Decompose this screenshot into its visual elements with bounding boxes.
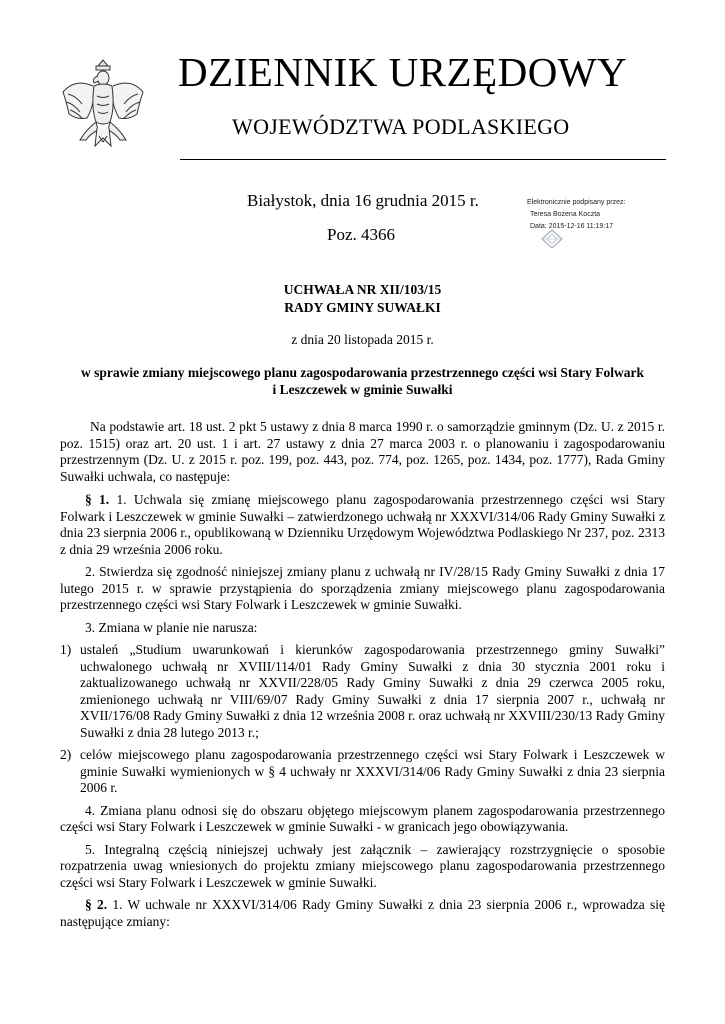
gazette-subtitle: WOJEWÓDZTWA PODLASKIEGO: [232, 114, 570, 139]
subject-line-1: w sprawie zmiany miejscowego planu zagospodarowania przestrzennego części wsi Stary Folwark: [81, 365, 644, 380]
list-item-text: ustaleń „Studium uwarunkowań i kierunków zagospodarowania przestrzennego gminy Suwałki” uchwalonego uchwałą nr XVIII/114/01 Rady Gminy Suwałki z dnia 30 stycznia 2001 roku i zaktualizowanego uchwałą nr XXVII/228/05 Rady Gminy Suwałki z dnia 29 czerwca 2005 roku, zmienionego uchwałą nr VIII/69/07 Rady Gminy Suwałki z dnia 17 sierpnia 2007 r., uchwałą nr XVII/176/08 Rady Gminy Suwałki z dnia 12 września 2008 r. oraz uchwałą nr XXVIII/230/13 Rady Gminy Suwałki z dnia 28 lutego 2013 r.;: [80, 642, 665, 740]
list-item-text: celów miejscowego planu zagospodarowania przestrzennego części wsi Stary Folwark i Leszczewek w gminie Suwałki wymienionych w § 4 uchwały nr XXXVI/314/06 Rady Gminy Suwałki z dnia 23 sierpnia 2006 r.: [80, 747, 665, 795]
resolution-number: UCHWAŁA NR XII/103/15: [283, 282, 442, 297]
subject-line-2: i Leszczewek w gminie Suwałki: [272, 382, 453, 397]
list-item: [60, 642, 665, 741]
section-1-paragraph-4: 4. Zmiana planu odnosi się do obszaru objętego miejscowym planem zagospodarowania przestrzennego części wsi Stary Folwark i Leszczewek w gminie Suwałki - w granicach jego obowiązywania.: [60, 802, 665, 834]
signature-seal-icon: [540, 228, 564, 250]
resolution-subject: [0, 364, 725, 398]
document-body: [60, 419, 665, 936]
list-item: [60, 747, 665, 797]
signature-date: Data: 2015-12-16 11:19:17: [530, 223, 614, 230]
section-1-mark: § 1.: [85, 492, 110, 507]
coat-of-arms-eagle-icon: [60, 56, 146, 154]
section-1-paragraph-5: 5. Integralną częścią niniejszej uchwały jest załącznik – zawierający rozstrzygnięcie o sposobie rozpatrzenia uwag wniesionych do projektu zmiany miejscowego planu zagospodarowania przestrzennego części wsi Stary Folwark i Leszczewek w gminie Suwałki.: [60, 841, 665, 890]
header-divider: [180, 159, 666, 160]
resolution-date: z dnia 20 listopada 2015 r.: [291, 332, 434, 347]
list-item-number: 1): [60, 642, 72, 657]
signature-signer: Teresa Bożena Koczta: [530, 211, 601, 218]
position-number: Poz. 4366: [327, 225, 395, 244]
preamble: Na podstawie art. 18 ust. 2 pkt 5 ustawy z dnia 8 marca 1990 r. o samorządzie gminnym (Dz. U. z 2015 r. poz. 1515) oraz art. 20 ust. 1 i art. 27 ustawy z dnia 27 marca 2003 r. o planowaniu i zagospodarowaniu przestrzennym (Dz. U. z 2015 r. poz. 199, poz. 443, poz. 774, poz. 1265, poz. 1434, poz. 1777), Rada Gminy Suwałki uchwala, co następuje:: [60, 419, 665, 484]
section-2-paragraph-1: [60, 897, 665, 930]
section-2-paragraph-1-text: 1. W uchwale nr XXXVI/314/06 Rady Gminy Suwałki z dnia 23 sierpnia 2006 r., wprowadza się następujące zmiany:: [60, 897, 666, 929]
section-1-paragraph-2: 2. Stwierdza się zgodność niniejszej zmiany planu z uchwałą nr IV/28/15 Rady Gminy Suwałki z dnia 17 lutego 2015 r. w sprawie przystąpienia do sporządzenia zmiany miejscowego planu zagospodarowania przestrzennego części wsi Stary Folwark i Leszczewek w gminie Suwałki.: [60, 564, 665, 612]
section-2-mark: § 2.: [85, 897, 108, 912]
exclusions-list: [60, 642, 665, 797]
place-and-date: Białystok, dnia 16 grudnia 2015 r.: [247, 191, 479, 210]
section-1-paragraph-1-text: 1. Uchwala się zmianę miejscowego planu zagospodarowania przestrzennego części wsi Stary Folwark i Leszczewek w gminie Suwałki – zatwierdzonego uchwałą nr XXXVI/314/06 Rady Gminy Suwałki z dnia 23 sierpnia 2006 r., opublikowaną w Dzienniku Urzędowym Województwa Podlaskiego Nr 237, poz. 2313 z dnia 29 września 2006 roku.: [60, 492, 666, 557]
list-item-number: 2): [60, 747, 72, 762]
section-1-paragraph-3: 3. Zmiana w planie nie narusza:: [85, 619, 258, 635]
resolution-authority: RADY GMINY SUWAŁKI: [284, 300, 441, 315]
signature-label: Elektronicznie podpisany przez:: [527, 199, 626, 206]
section-1-paragraph-1: [60, 492, 665, 558]
gazette-title: DZIENNIK URZĘDOWY: [178, 49, 628, 95]
